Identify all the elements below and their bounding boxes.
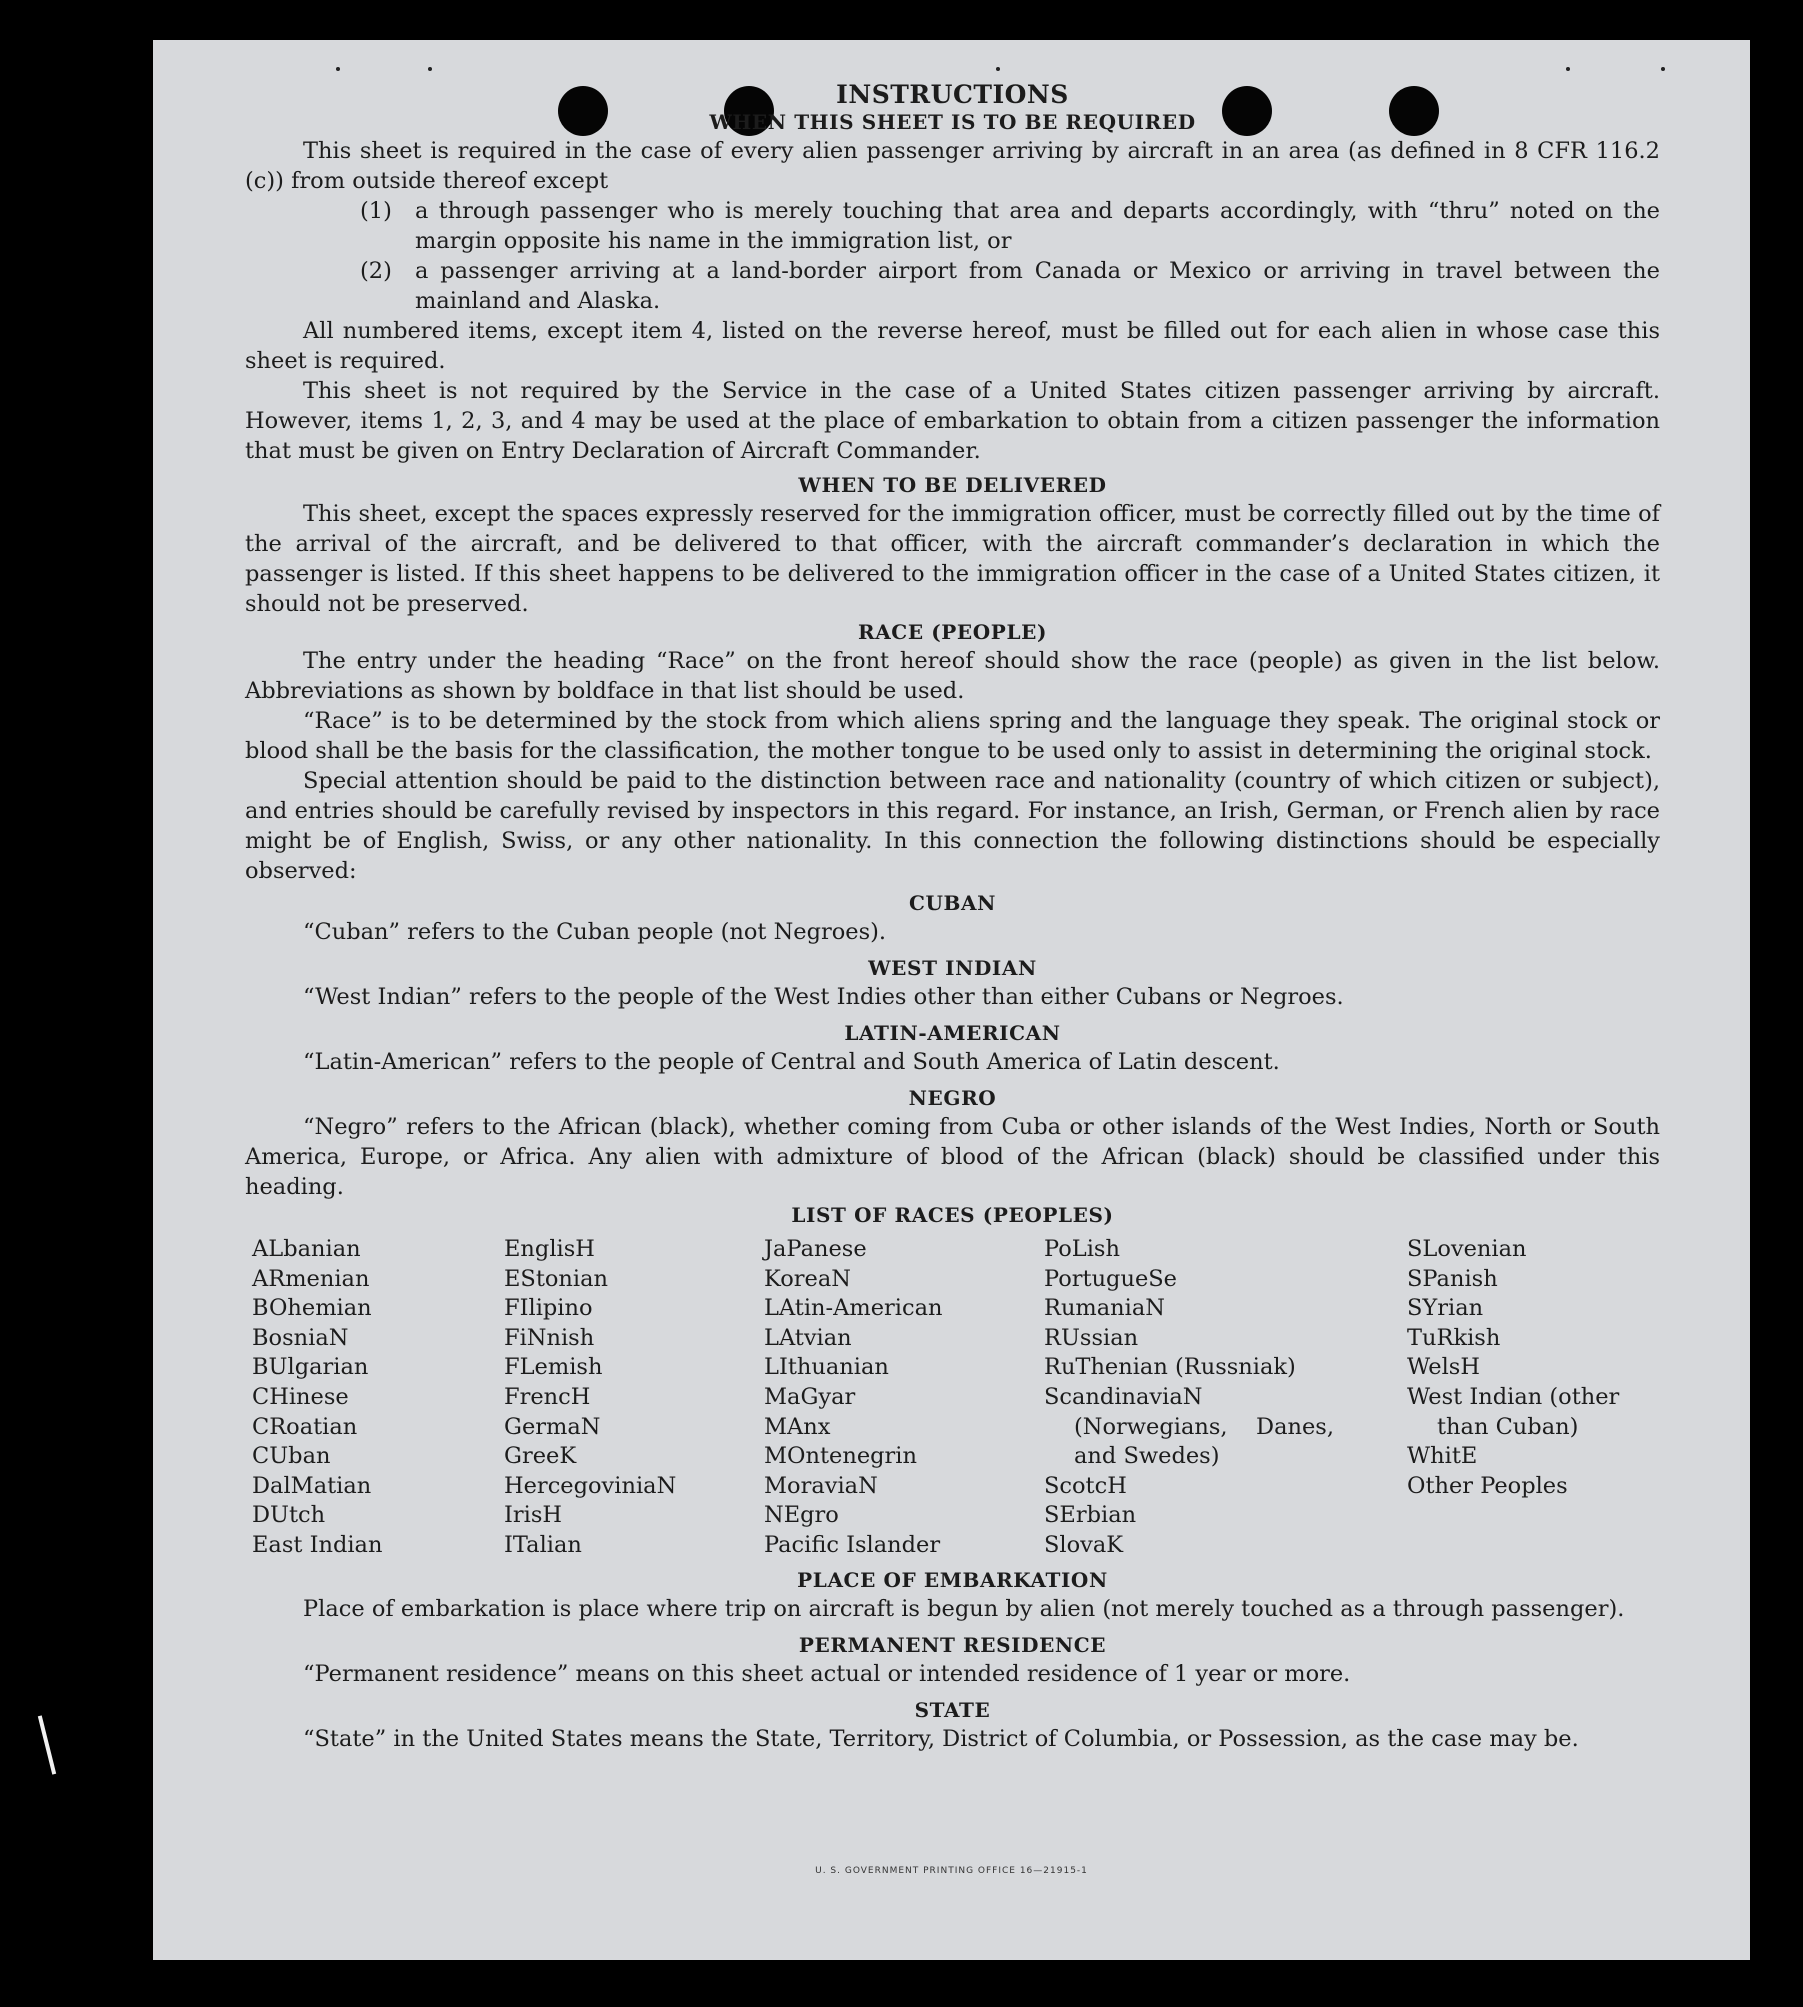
citizen-paragraph: This sheet is not required by the Service in the case of a United States citizen passenger arriving by aircraft. However, items 1, 2, 3, and 4 may be used at the place of embarkation to obtain from a citizen passenger the information that must be given on Entry Declaration of Aircraft Commander. [245,378,1660,464]
cuban-text: “Cuban” refers to the Cuban people (not Negroes). [303,919,887,945]
heading-when-required: WHEN THIS SHEET IS TO BE REQUIRED [709,110,1196,134]
permanent-residence-text: “Permanent residence” means on this sheet actual or intended residence of 1 year or more. [303,1660,1351,1687]
race-paragraph-2: “Race” is to be determined by the stock from which aliens spring and the language they speak. The original stock or blood shall be the basis for the classification, the mother tongue to be used only to assist in determining the original stock. [245,708,1660,764]
race-entry: RUssian [1044,1324,1139,1351]
race-entry: PoLish [1044,1236,1120,1262]
edge-mark [38,1715,56,1774]
race-entry: EnglisH [504,1236,595,1262]
state-text: “State” in the United States means the State, Territory, District of Columbia, or Possession, as the case may be. [303,1725,1579,1752]
race-entry: ALbanian [252,1236,361,1262]
race-entry: KoreaN [764,1265,851,1292]
race-entry: BOhemian [252,1295,372,1322]
race-entry: MoraviaN [764,1472,878,1499]
race-paragraph-1: The entry under the heading “Race” on the front hereof should show the race (people) as given in the list below. Abbreviations as shown by boldface in that list should be used. [245,648,1660,704]
race-entry: FLemish [504,1354,603,1381]
race-entry: Pacific Islander [764,1531,941,1558]
race-entry: MaGyar [764,1383,856,1410]
races-column [504,1235,764,1561]
dust-speck [1661,67,1665,71]
exception-number: (1) [360,198,392,224]
exception-number: (2) [360,258,392,284]
race-entry: JaPanese [764,1236,867,1262]
dust-speck [336,67,340,71]
races-list [245,1235,1660,1561]
race-entry: ITalian [504,1531,582,1558]
heading-latin-american: LATIN-AMERICAN [844,1021,1061,1045]
instructions-text [245,80,1660,1754]
race-entry: GreeK [504,1443,577,1470]
numbered-items-paragraph: All numbered items, except item 4, listed on the reverse hereof, must be filled out for each alien in whose case this sheet is required. [245,318,1660,374]
when-delivered-text: This sheet, except the spaces expressly reserved for the immigration officer, must be correctly filled out by the time of the arrival of the aircraft, and be delivered to that officer, with the aircraft commander’s declaration in which the passenger is listed. If this sheet happens to be delivered to the immigration officer in the case of a United States citizen, it should not be preserved. [245,501,1660,617]
west-indian-text: “West Indian” refers to the people of the West Indies other than either Cubans or Negroes. [303,984,1344,1010]
race-entry: FiNnish [504,1324,595,1351]
race-entry: SErbian [1044,1502,1137,1529]
race-entry: BosniaN [252,1324,349,1351]
race-entry: SYrian [1407,1295,1484,1322]
exception-text: a passenger arriving at a land-border airport from Canada or Mexico or arriving in travel between the mainland and Alaska. [415,258,1660,314]
race-entry: SLovenian [1407,1236,1527,1262]
dust-speck [428,67,432,71]
race-entry: West Indian (other than Cuban) [1407,1383,1620,1440]
race-entry: WelsH [1407,1354,1480,1381]
race-entry: ARmenian [252,1265,370,1292]
race-entry: SPanish [1407,1265,1498,1292]
heading-state: STATE [914,1697,991,1722]
races-column [1407,1235,1660,1561]
race-entry: GermaN [504,1413,601,1440]
printing-office-footer: U. S. GOVERNMENT PRINTING OFFICE 16—21915-1 [815,1866,1088,1876]
race-entry: LAtin-American [764,1295,943,1322]
race-entry: MOntenegrin [764,1443,917,1470]
heading-when-delivered: WHEN TO BE DELIVERED [798,473,1107,497]
exception-item [245,256,1660,316]
race-entry: DalMatian [252,1472,372,1499]
heading-list-of-races: LIST OF RACES (PEOPLES) [791,1203,1114,1227]
race-entry: East Indian [252,1531,383,1558]
exception-item [245,196,1660,256]
race-entry: CRoatian [252,1413,358,1440]
race-paragraph-3: Special attention should be paid to the distinction between race and nationality (country of which citizen or subject), and entries should be carefully revised by inspectors in this regard. For instance, an Irish, German, or French alien by race might be of English, Swiss, or any other nationality. In this connection the following distinctions should be especially observed: [245,768,1660,884]
races-column [1044,1235,1334,1561]
race-entry: ScandinaviaN (Norwegians, Danes, and Swedes) [1044,1383,1334,1470]
race-entry: RuThenian (Russniak) [1044,1354,1296,1381]
negro-text: “Negro” refers to the African (black), whether coming from Cuba or other islands of the West Indies, North or South America, Europe, or Africa. Any alien with admixture of blood of the African (black) should be classified under this heading. [245,1114,1660,1200]
race-entry: CHinese [252,1383,349,1410]
race-entry: LIthuanian [764,1354,889,1381]
heading-west-indian: WEST INDIAN [868,956,1037,980]
race-entry: CUban [252,1443,331,1470]
races-column [252,1235,504,1561]
dust-speck [1566,67,1570,71]
race-entry: IrisH [504,1502,563,1529]
exception-text: a through passenger who is merely touching that area and departs accordingly, with “thru” noted on the margin opposite his name in the immigration list, or [415,198,1660,254]
heading-embarkation: PLACE OF EMBARKATION [797,1567,1108,1592]
page-title: INSTRUCTIONS [836,80,1069,109]
embarkation-text: Place of embarkation is place where trip on aircraft is begun by alien (not merely touched as a through passenger). [303,1595,1625,1622]
heading-cuban: CUBAN [908,891,997,915]
race-entry: DUtch [252,1502,326,1529]
races-column [764,1235,1044,1561]
heading-race: RACE (PEOPLE) [857,620,1048,644]
heading-permanent-residence: PERMANENT RESIDENCE [798,1632,1107,1657]
race-entry: HercegoviniaN [504,1472,677,1499]
document-sheet [153,40,1750,1960]
dust-speck [996,67,1000,71]
heading-negro: NEGRO [908,1086,997,1110]
race-entry: WhitE [1407,1443,1478,1470]
race-entry: FIlipino [504,1295,593,1322]
race-entry: RumaniaN [1044,1295,1165,1322]
race-entry: FrencH [504,1383,591,1410]
race-entry: ScotcH [1044,1472,1127,1499]
race-entry: TuRkish [1407,1324,1501,1351]
when-required-intro: This sheet is required in the case of every alien passenger arriving by aircraft in an area (as defined in 8 CFR 116.2 (c)) from outside thereof except [245,138,1660,194]
race-entry: MAnx [764,1413,831,1440]
race-entry: Other Peoples [1407,1472,1568,1499]
latin-american-text: “Latin-American” refers to the people of Central and South America of Latin descent. [303,1049,1280,1075]
race-entry: SlovaK [1044,1531,1124,1558]
race-entry: LAtvian [764,1324,852,1351]
race-entry: EStonian [504,1265,609,1292]
race-entry: PortugueSe [1044,1265,1178,1292]
race-entry: NEgro [764,1502,839,1529]
race-entry: BUlgarian [252,1354,369,1381]
